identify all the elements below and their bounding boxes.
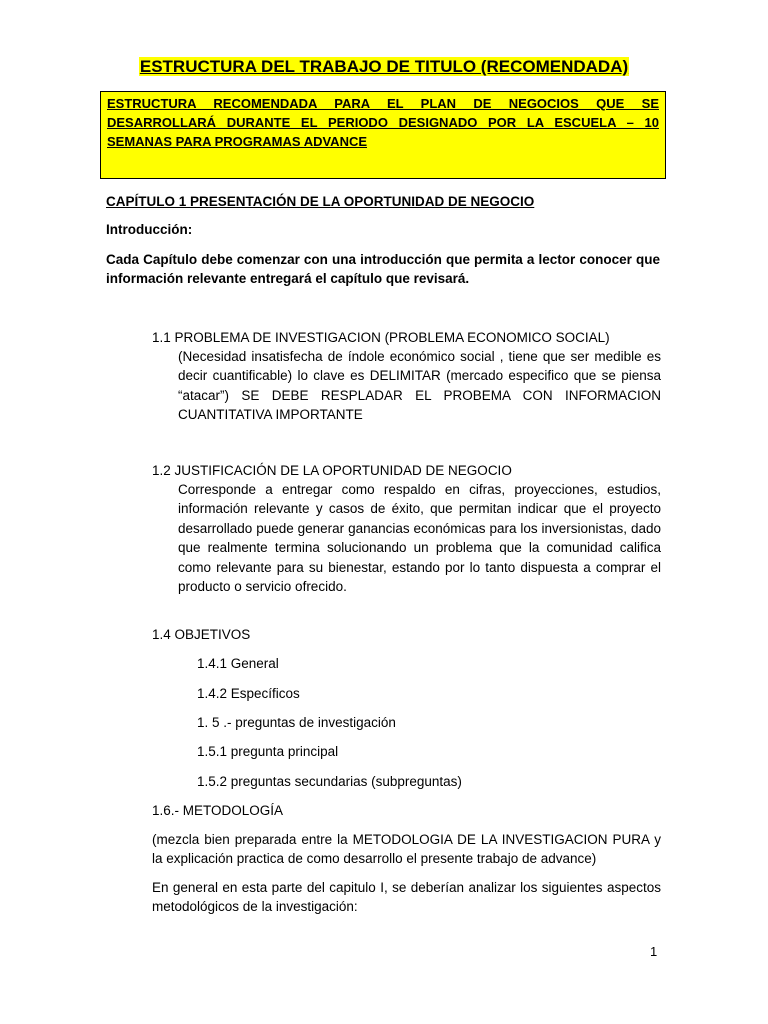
section-1-4-heading: 1.4 OBJETIVOS — [152, 627, 251, 642]
chapter-heading: CAPÍTULO 1 PRESENTACIÓN DE LA OPORTUNIDAD DE NEGOCIO — [106, 194, 535, 209]
document-title — [0, 55, 768, 79]
section-1-2-body: Corresponde a entregar como respaldo en cifras, proyecciones, estudios, información relevante y casos de éxito, que permitan indicar que el proyecto desarrollado puede generar ganancias económicas para los inversionistas, dado que realmente termina solucionando un problema que la comunidad califica como relevante para su bienestar, estando por lo tanto dispuesta a comprar el producto o servicio ofrecido. — [178, 482, 661, 595]
section-1-2-heading: 1.2 JUSTIFICACIÓN DE LA OPORTUNIDAD DE NEGOCIO — [152, 463, 512, 478]
list-item: 1.5.2 preguntas secundarias (subpreguntas) — [197, 774, 462, 789]
section-1-6-heading: 1.6.- METODOLOGÍA — [152, 803, 284, 818]
list-item: 1.4.1 General — [197, 656, 279, 671]
list-item: 1.5.1 pregunta principal — [197, 744, 339, 759]
section-1-6-paragraph-2: En general en esta parte del capitulo I, se deberían analizar los siguientes aspectos metodológicos de la investigación: — [152, 880, 661, 915]
list-item: 1.4.2 Específicos — [197, 686, 300, 701]
intro-label: Introducción: — [106, 222, 193, 237]
highlighted-notice-box: ESTRUCTURA RECOMENDADA PARA EL PLAN DE NEGOCIOS QUE SE DESARROLLARÁ DURANTE EL PERIODO DESIGNADO POR LA ESCUELA – 10 SEMANAS PARA PROGRAMAS ADVANCE — [100, 91, 666, 179]
section-1-1-heading: 1.1 PROBLEMA DE INVESTIGACION (PROBLEMA ECONOMICO SOCIAL) — [152, 330, 610, 345]
section-1-6-paragraph-1: (mezcla bien preparada entre la METODOLOGIA DE LA INVESTIGACION PURA y la explicación practica de como desarrollo el presente trabajo de advance) — [152, 832, 661, 867]
section-1-1-body: (Necesidad insatisfecha de índole económico social , tiene que ser medible es decir cuantificable) lo clave es DELIMITAR (mercado especifico que se piensa “atacar”) SE DEBE RESPLADAR EL PROBEMA CON INFORMACION CUANTITATIVA IMPORTANTE — [178, 349, 661, 423]
title-text: ESTRUCTURA DEL TRABAJO DE TITULO (RECOMENDADA) — [139, 57, 629, 76]
page-number: 1 — [650, 944, 658, 959]
list-item: 1. 5 .- preguntas de investigación — [197, 715, 396, 730]
intro-paragraph: Cada Capítulo debe comenzar con una introducción que permita a lector conocer que información relevante entregará el capítulo que revisará. — [106, 252, 660, 287]
